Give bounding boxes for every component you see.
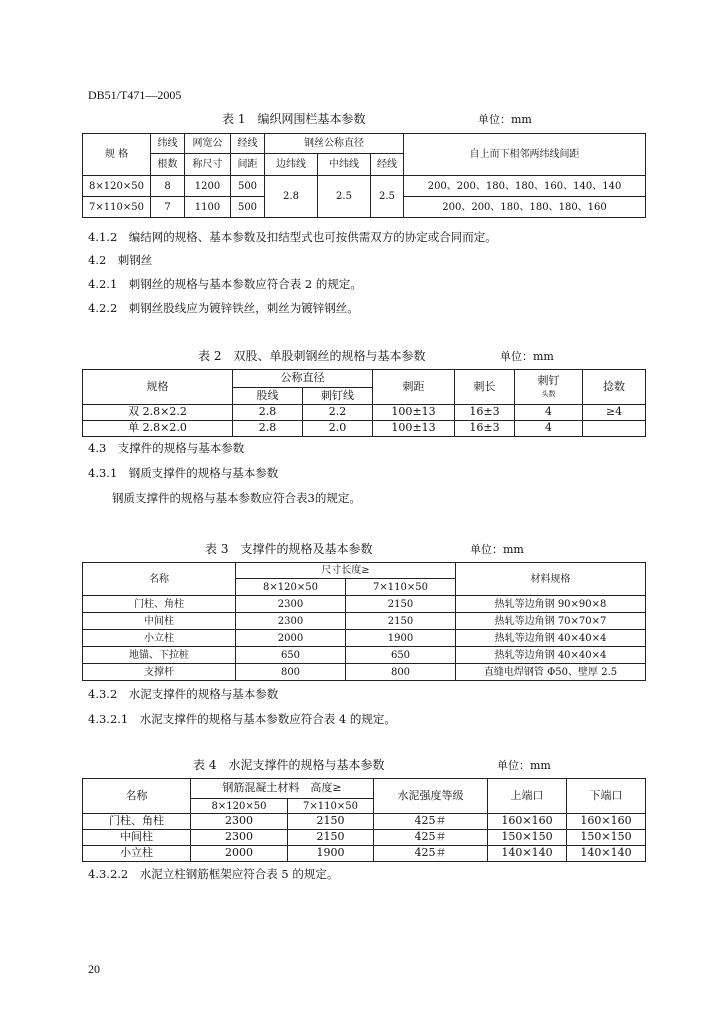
- table4-unit: 单位：mm: [497, 759, 551, 772]
- table-row: [83, 421, 646, 437]
- table-row: [83, 830, 646, 846]
- t3-cell: 直缝电焊钢管 Φ50、壁厚 2.5: [456, 664, 646, 681]
- table-row: [83, 664, 646, 681]
- t2-cell: 2.8: [233, 405, 303, 421]
- t1-h-edge: 边纬线: [265, 154, 318, 176]
- section-4-3: 4.3 支撑件的规格与基本参数: [88, 441, 245, 455]
- table3-caption: 表 3 支撑件的规格及基本参数: [205, 542, 373, 556]
- t2-h-spec: 规格: [83, 370, 233, 405]
- t2-cell: 单 2.8×2.0: [83, 421, 233, 437]
- t4-cell: 2150: [288, 830, 374, 846]
- para-4-2-2: 4.2.2 刺钢丝股线应为镀锌铁丝，刺丝为镀锌钢丝。: [88, 301, 359, 315]
- t4-cell: 425＃: [374, 814, 488, 830]
- t2-cell: [583, 421, 646, 437]
- para-4-3-2: 4.3.2 水泥支撑件的规格与基本参数: [88, 687, 279, 701]
- t2-cell: 100±13: [373, 405, 455, 421]
- t4-cell: 140×140: [567, 846, 646, 862]
- table4: [82, 778, 646, 862]
- t4-h-name: 名称: [83, 779, 191, 814]
- t3-cell: 2300: [236, 613, 346, 630]
- t3-cell: 中间柱: [83, 613, 236, 630]
- t1-h-spacing: 自上而下相邻两纬线间距: [404, 134, 646, 176]
- t3-cell: 门柱、角柱: [83, 596, 236, 613]
- t3-cell: 2150: [346, 596, 456, 613]
- t3-cell: 热轧等边角钢 40×40×4: [456, 647, 646, 664]
- t2-h-barbs-label: 刺钉: [537, 373, 560, 387]
- t4-h-top: 上端口: [488, 779, 567, 814]
- t4-cell: 2300: [191, 814, 288, 830]
- t1-h-width-b: 称尺寸: [185, 154, 231, 176]
- t3-cell: 小立柱: [83, 630, 236, 647]
- t4-cell: 425＃: [374, 846, 488, 862]
- t3-cell: 热轧等边角钢 70×70×7: [456, 613, 646, 630]
- t4-cell: 2300: [191, 830, 288, 846]
- t1-cell: 500: [231, 176, 265, 197]
- t4-cell: 小立柱: [83, 846, 191, 862]
- t2-cell: 16±3: [455, 405, 515, 421]
- table4-caption: 表 4 水泥支撑件的规格与基本参数: [193, 758, 385, 772]
- t1-h-warp-b: 间距: [231, 154, 265, 176]
- para-4-3-1: 4.3.1 钢质支撑件的规格与基本参数: [88, 466, 279, 480]
- t3-h-a: 8×120×50: [236, 579, 346, 596]
- t2-cell: 16±3: [455, 421, 515, 437]
- t3-h-size: 尺寸长度≥: [236, 563, 456, 579]
- t1-h-warp-d: 经线: [371, 154, 404, 176]
- table1: [82, 133, 646, 218]
- t4-cell: 150×150: [488, 830, 567, 846]
- t2-h-distance: 刺距: [373, 370, 455, 405]
- t4-cell: 中间柱: [83, 830, 191, 846]
- document-header: DB51/T471—2005: [88, 88, 182, 102]
- t4-cell: 140×140: [488, 846, 567, 862]
- table2-unit: 单位：mm: [500, 350, 554, 363]
- table1-unit: 单位：mm: [478, 113, 532, 126]
- table-row: [83, 647, 646, 664]
- t4-cell: 160×160: [488, 814, 567, 830]
- page-number: 20: [88, 962, 100, 976]
- t4-h-bottom: 下端口: [567, 779, 646, 814]
- table-row: [83, 613, 646, 630]
- t1-h-width: 网宽公: [185, 134, 231, 154]
- t4-cell: 1900: [288, 846, 374, 862]
- t4-cell: 门柱、角柱: [83, 814, 191, 830]
- t3-cell: 1900: [346, 630, 456, 647]
- t4-h-height: 钢筋混凝土材料 高度≥: [191, 779, 374, 799]
- t2-cell: 2.8: [233, 421, 303, 437]
- t1-cell: 8×120×50: [83, 176, 151, 197]
- t1-cell: 1200: [185, 176, 231, 197]
- t2-cell: 双 2.8×2.2: [83, 405, 233, 421]
- para-4-2-1: 4.2.1 刺钢丝的规格与基本参数应符合表 2 的规定。: [88, 277, 362, 291]
- t2-cell: 4: [515, 421, 583, 437]
- t1-h-warp: 经线: [231, 134, 265, 154]
- t4-cell: 150×150: [567, 830, 646, 846]
- t2-h-twists: 捻数: [583, 370, 646, 405]
- table-row: [83, 814, 646, 830]
- section-4-2: 4.2 刺钢丝: [88, 253, 153, 267]
- table2: [82, 369, 646, 437]
- t1-h-spec: 规 格: [83, 134, 151, 176]
- para-4-1-2: 4.1.2 编结网的规格、基本参数及扣结型式也可按供需双方的协定或合同而定。: [88, 230, 497, 244]
- t2-cell: ≥4: [583, 405, 646, 421]
- t1-h-wire: 钢丝公称直径: [265, 134, 404, 154]
- t3-h-material: 材料规格: [456, 563, 646, 596]
- t2-h-strand: 股线: [233, 388, 303, 405]
- t2-h-barbs: [515, 370, 583, 405]
- t2-h-barb-wire: 刺钉线: [303, 388, 373, 405]
- t3-cell: 650: [346, 647, 456, 664]
- table3-unit: 单位：mm: [470, 543, 524, 556]
- para-4-3-2-2: 4.3.2.2 水泥立柱钢筋框架应符合表 5 的规定。: [88, 867, 339, 881]
- t4-h-grade: 水泥强度等级: [374, 779, 488, 814]
- t1-cell: 7: [151, 197, 185, 218]
- table-row: [83, 596, 646, 613]
- t1-h-mid: 中纬线: [318, 154, 371, 176]
- t3-h-b: 7×110×50: [346, 579, 456, 596]
- t4-h-a: 8×120×50: [191, 799, 288, 814]
- t2-cell: 4: [515, 405, 583, 421]
- t3-cell: 2150: [346, 613, 456, 630]
- t3-cell: 800: [236, 664, 346, 681]
- t2-h-length: 刺长: [455, 370, 515, 405]
- t1-cell: 8: [151, 176, 185, 197]
- t3-cell: 2000: [236, 630, 346, 647]
- t3-cell: 热轧等边角钢 40×40×4: [456, 630, 646, 647]
- t3-h-name: 名称: [83, 563, 236, 596]
- t3-cell: 650: [236, 647, 346, 664]
- t2-cell: 2.0: [303, 421, 373, 437]
- t3-cell: 2300: [236, 596, 346, 613]
- t1-d-edge: 2.8: [265, 176, 318, 218]
- table-row: [83, 405, 646, 421]
- t1-d-warp: 2.5: [371, 176, 404, 218]
- t4-h-b: 7×110×50: [288, 799, 374, 814]
- table2-caption: 表 2 双股、单股刺钢丝的规格与基本参数: [198, 349, 426, 363]
- table-row: [83, 630, 646, 647]
- t3-cell: 地锚、下拉桩: [83, 647, 236, 664]
- t3-cell: 800: [346, 664, 456, 681]
- t2-cell: 2.2: [303, 405, 373, 421]
- t4-cell: 2150: [288, 814, 374, 830]
- para-4-3-1-text: 钢质支撑件的规格与基本参数应符合表3的规定。: [112, 491, 361, 505]
- t4-cell: 2000: [191, 846, 288, 862]
- para-4-3-2-1: 4.3.2.1 水泥支撑件的规格与基本参数应符合表 4 的规定。: [88, 712, 396, 726]
- t1-h-weft: 纬线: [151, 134, 185, 154]
- t1-cell: 200、200、180、180、180、160: [404, 197, 646, 218]
- t3-cell: 热轧等边角钢 90×90×8: [456, 596, 646, 613]
- t1-d-mid: 2.5: [318, 176, 371, 218]
- table3: [82, 562, 646, 681]
- t3-cell: 支撑杆: [83, 664, 236, 681]
- t1-cell: 7×110×50: [83, 197, 151, 218]
- t2-cell: 100±13: [373, 421, 455, 437]
- t1-h-weft-b: 根数: [151, 154, 185, 176]
- t4-cell: 425＃: [374, 830, 488, 846]
- t4-cell: 160×160: [567, 814, 646, 830]
- t1-cell: 1100: [185, 197, 231, 218]
- table-row: [83, 176, 646, 197]
- t2-h-nominal: 公称直径: [233, 370, 373, 388]
- t2-h-barbs-sub: 头数: [541, 390, 556, 398]
- t1-cell: 200、200、180、180、160、140、140: [404, 176, 646, 197]
- t1-cell: 500: [231, 197, 265, 218]
- table1-caption: 表 1 编织网围栏基本参数: [222, 112, 366, 126]
- table-row: [83, 846, 646, 862]
